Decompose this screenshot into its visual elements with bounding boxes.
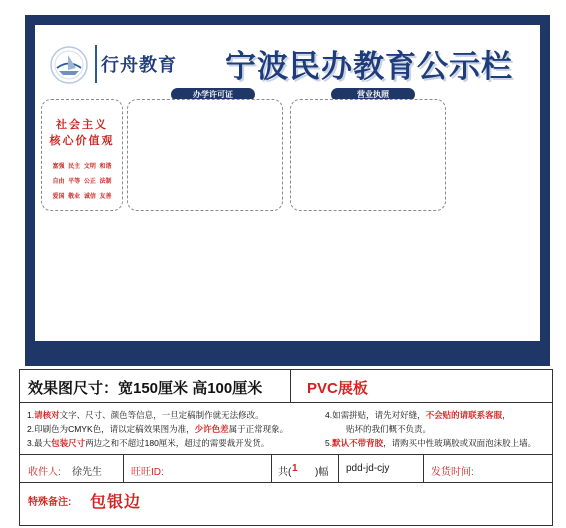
divider [290,370,291,403]
board-panel [35,25,540,341]
special-notes-row [20,483,552,525]
business-license-tab: 营业执照 [331,88,415,101]
special-notes-label: 特殊备注: [28,497,72,508]
size-row [20,370,552,403]
note-highlight: 默认不带背胶 [332,438,384,448]
recipient-label: 收件人: [28,467,61,478]
count-prefix: 共( [278,467,292,478]
divider [271,455,272,483]
business-license-frame [290,99,446,211]
note-text: 文字、尺寸、颜色等信息，一旦定稿制作就无法修改。 [59,410,264,420]
size-label: 效果图尺寸：宽150厘米 高100厘米 [28,380,263,397]
school-emblem-icon [49,45,89,85]
note-4 [325,409,511,421]
note-1 [27,409,264,421]
info-row [20,455,552,483]
note-2 [27,423,288,435]
notice-board [25,15,550,366]
logo-divider [95,45,97,83]
notes-row [20,403,552,455]
values-heading-line1: 社会主义 [56,119,108,131]
note-highlight: 不会贴的请联系客服 [425,410,503,420]
brand-name: 行舟教育 [101,55,177,75]
recipient-value: 徐先生 [72,467,102,478]
note-text: 属于正常现象。 [228,424,289,434]
note-text: 4.如需拼贴，请先对好缝， [325,410,426,420]
note-text: 3.最大 [27,438,52,448]
count-value: 1 [292,463,298,474]
note-4-continued: 贴坏的我们概不负责。 [346,424,432,434]
order-form [19,369,553,526]
note-highlight: 少许色差 [194,424,229,434]
board-title: 宁波民办教育公示栏 [225,49,513,84]
note-text: 2.印刷色为CMYK色，请以定稿效果图为准， [27,424,195,434]
ship-time-label: 发货时间: [431,467,474,478]
values-heading-line2: 核心价值观 [49,135,115,147]
note-3 [27,437,269,449]
values-row: 自由 平等 公正 法制 [52,179,112,185]
note-text: 5. [325,438,333,448]
note-5 [325,437,536,449]
order-code: pdd-jd-cjy [346,463,390,474]
note-highlight: 包装尺寸 [51,438,86,448]
wangwang-id-label: 旺旺ID: [131,467,164,478]
note-text: ，请购买中性玻璃胶或双面泡沫胶上墙。 [383,438,537,448]
note-text: ， [502,410,511,420]
license-frame [127,99,283,211]
divider [423,455,424,483]
divider [338,455,339,483]
note-highlight: 请核对 [34,410,60,420]
core-values-frame [41,99,123,211]
values-row: 爱国 敬业 诚信 友善 [52,194,112,200]
note-text: 两边之和不超过180厘米，超过的需要裁开发货。 [85,438,270,448]
values-row: 富强 民主 文明 和谐 [52,164,112,170]
note-text: 1. [27,410,35,420]
count-suffix: )幅 [315,467,329,478]
material-label: PVC展板 [307,380,368,397]
license-tab: 办学许可证 [171,88,255,101]
divider [123,455,124,483]
special-notes-value: 包银边 [90,494,142,511]
